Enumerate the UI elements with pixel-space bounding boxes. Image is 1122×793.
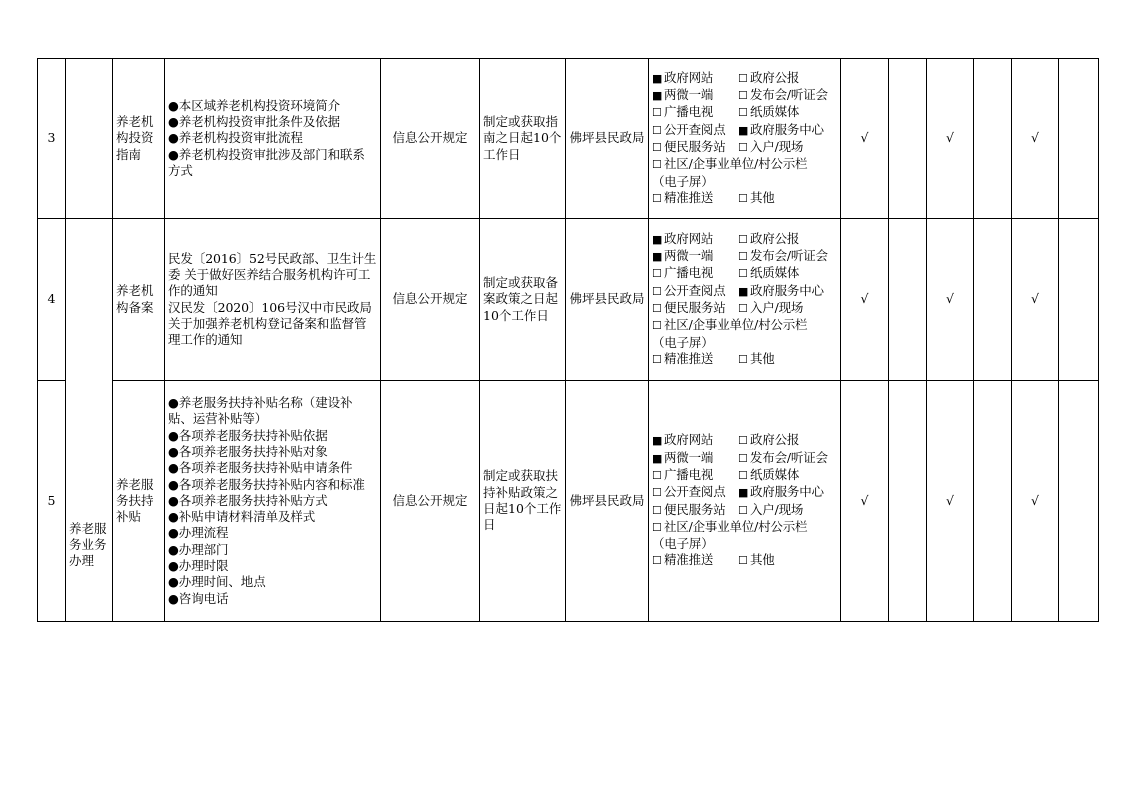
- channel-community: ☐ 社区/企事业单位/村公示栏: [652, 317, 837, 334]
- content-line: 民发〔2016〕52号民政部、卫生计生委 关于做好医养结合服务机构许可工作的通知: [168, 250, 377, 299]
- channel-center: ■ 政府服务中心: [738, 122, 837, 139]
- channel-press: ☐ 发布会/听证会: [738, 248, 837, 265]
- item-name: 养老机构投资指南: [113, 59, 165, 219]
- content-line: ●咨询电话: [168, 590, 229, 606]
- channel-screen: （电子屏）: [652, 536, 714, 552]
- checkbox-icon: ☐: [738, 106, 748, 120]
- check-mark: √: [1012, 59, 1059, 219]
- channel-website: ■ 政府网站: [652, 432, 738, 449]
- checkbox-icon: ■: [652, 434, 663, 448]
- basis-cell: 信息公开规定: [381, 381, 480, 622]
- content-line: ●各项养老服务扶持补贴申请条件: [168, 460, 353, 476]
- checkbox-icon: ☐: [738, 503, 748, 517]
- category-cell: [66, 219, 113, 622]
- channel-screen: （电子屏）: [652, 173, 714, 189]
- content-line: ●养老机构投资审批流程: [168, 130, 303, 146]
- subject-cell: 佛坪县民政局: [566, 381, 649, 622]
- checkbox-icon: ■: [738, 486, 749, 500]
- channel-broadcast: ☐ 广播电视: [652, 265, 738, 282]
- checkbox-icon: ☐: [652, 520, 662, 534]
- checkbox-icon: ☐: [652, 123, 662, 137]
- channels-cell: [649, 59, 841, 219]
- channel-other: ☐ 其他: [738, 190, 837, 207]
- channel-station: ☐ 便民服务站: [652, 300, 738, 317]
- checkbox-icon: ☐: [652, 468, 662, 482]
- channel-twomicro: ■ 两微一端: [652, 450, 738, 467]
- checkbox-icon: ☐: [738, 141, 748, 154]
- checkbox-icon: ■: [652, 250, 663, 264]
- empty-cell: [889, 381, 927, 622]
- checkbox-icon: ☐: [652, 486, 662, 500]
- content-line: ●养老服务扶持补贴名称（建设补贴、运营补贴等）: [168, 395, 353, 427]
- channel-other: ☐ 其他: [738, 552, 837, 569]
- table-row: [38, 381, 1099, 622]
- checkbox-icon: ■: [652, 232, 663, 246]
- content-line: ●办理流程: [168, 525, 229, 541]
- channels-cell: [649, 219, 841, 381]
- channel-broadcast: ☐ 广播电视: [652, 467, 738, 484]
- checkbox-icon: ☐: [738, 554, 748, 568]
- channels-cell: [649, 381, 841, 622]
- channel-website: ■ 政府网站: [652, 70, 738, 87]
- content-list: [165, 381, 381, 622]
- content-line: ●养老机构投资审批条件及依据: [168, 114, 341, 130]
- content-line: ●补贴申请材料清单及样式: [168, 509, 316, 525]
- checkbox-icon: ☐: [738, 468, 748, 482]
- checkbox-icon: ■: [652, 71, 663, 85]
- channel-household: ☐ 入户/现场: [738, 300, 837, 317]
- content-line: ●办理部门: [168, 541, 229, 557]
- channel-screen: （电子屏）: [652, 334, 714, 350]
- checkbox-icon: ■: [738, 123, 749, 137]
- checkbox-icon: ☐: [652, 319, 662, 333]
- checkbox-icon: ☐: [652, 302, 662, 315]
- content-line: ●养老机构投资审批涉及部门和联系方式: [168, 146, 365, 178]
- checkbox-icon: ■: [652, 89, 663, 103]
- empty-cell: [1059, 381, 1099, 622]
- checkbox-icon: ☐: [652, 284, 662, 298]
- content-line: ●各项养老服务扶持补贴对象: [168, 443, 328, 459]
- checkbox-icon: ☐: [652, 158, 662, 172]
- checkbox-icon: ☐: [738, 267, 748, 281]
- disclosure-table: [37, 58, 1099, 622]
- subject-cell: 佛坪县民政局: [566, 59, 649, 219]
- category-cell: [66, 59, 113, 219]
- checkbox-icon: ☐: [738, 232, 748, 246]
- check-mark: √: [1012, 219, 1059, 381]
- channel-push: ☐ 精准推送: [652, 552, 738, 569]
- empty-cell: [1059, 59, 1099, 219]
- channel-reading: ☐ 公开查阅点: [652, 283, 738, 300]
- item-name: 养老机构备案: [113, 219, 165, 381]
- channel-twomicro: ■ 两微一端: [652, 248, 738, 265]
- checkbox-icon: ■: [652, 451, 663, 465]
- channel-gazette: ☐ 政府公报: [738, 70, 837, 87]
- table-row: [38, 59, 1099, 219]
- empty-cell: [889, 59, 927, 219]
- check-mark: √: [927, 59, 974, 219]
- channel-station: ☐ 便民服务站: [652, 502, 738, 519]
- content-list: [165, 59, 381, 219]
- empty-cell: [889, 219, 927, 381]
- check-mark: √: [841, 381, 889, 622]
- checkbox-icon: ☐: [652, 141, 662, 154]
- check-mark: √: [841, 219, 889, 381]
- channel-gazette: ☐ 政府公报: [738, 432, 837, 449]
- content-line: ●本区域养老机构投资环境简介: [168, 97, 341, 113]
- check-mark: √: [841, 59, 889, 219]
- row-number: 4: [38, 219, 66, 381]
- channel-paper: ☐ 纸质媒体: [738, 104, 837, 121]
- channel-press: ☐ 发布会/听证会: [738, 450, 837, 467]
- content-line: ●办理时间、地点: [168, 574, 266, 590]
- content-line: ●办理时限: [168, 558, 229, 574]
- checkbox-icon: ☐: [738, 451, 748, 465]
- check-mark: √: [1012, 381, 1059, 622]
- checkbox-icon: ☐: [738, 71, 748, 85]
- channel-press: ☐ 发布会/听证会: [738, 87, 837, 104]
- channel-paper: ☐ 纸质媒体: [738, 265, 837, 282]
- table-row: [38, 219, 1099, 381]
- channel-reading: ☐ 公开查阅点: [652, 122, 738, 139]
- checkbox-icon: ☐: [738, 89, 748, 103]
- check-mark: √: [927, 219, 974, 381]
- basis-cell: 信息公开规定: [381, 59, 480, 219]
- row-number: 3: [38, 59, 66, 219]
- channel-station: ☐ 便民服务站: [652, 139, 738, 156]
- checkbox-icon: ☐: [738, 250, 748, 264]
- checkbox-icon: ☐: [652, 267, 662, 281]
- checkbox-icon: ☐: [652, 191, 662, 205]
- item-name: 养老服务扶持补贴: [113, 381, 165, 622]
- checkbox-icon: ☐: [738, 302, 748, 315]
- basis-cell: 信息公开规定: [381, 219, 480, 381]
- checkbox-icon: ☐: [652, 503, 662, 517]
- channel-twomicro: ■ 两微一端: [652, 87, 738, 104]
- channel-gazette: ☐ 政府公报: [738, 231, 837, 248]
- check-mark: √: [927, 381, 974, 622]
- channel-other: ☐ 其他: [738, 351, 837, 368]
- content-list: [165, 219, 381, 381]
- channel-community: ☐ 社区/企事业单位/村公示栏: [652, 156, 837, 173]
- channel-push: ☐ 精准推送: [652, 190, 738, 207]
- timing-cell: 制定或获取备案政策之日起10个工作日: [480, 219, 566, 381]
- checkbox-icon: ☐: [652, 554, 662, 568]
- subject-cell: 佛坪县民政局: [566, 219, 649, 381]
- checkbox-icon: ☐: [738, 434, 748, 448]
- content-line: ●各项养老服务扶持补贴方式: [168, 492, 328, 508]
- timing-cell: 制定或获取扶持补贴政策之日起10个工作日: [480, 381, 566, 622]
- channel-household: ☐ 入户/现场: [738, 139, 837, 156]
- content-line: ●各项养老服务扶持补贴依据: [168, 427, 328, 443]
- checkbox-icon: ☐: [652, 352, 662, 366]
- category-label: 养老服务业务办理: [69, 520, 107, 569]
- channel-center: ■ 政府服务中心: [738, 484, 837, 501]
- empty-cell: [974, 59, 1012, 219]
- channel-paper: ☐ 纸质媒体: [738, 467, 837, 484]
- channel-household: ☐ 入户/现场: [738, 502, 837, 519]
- channel-center: ■ 政府服务中心: [738, 283, 837, 300]
- channel-push: ☐ 精准推送: [652, 351, 738, 368]
- empty-cell: [1059, 219, 1099, 381]
- channel-broadcast: ☐ 广播电视: [652, 104, 738, 121]
- channel-website: ■ 政府网站: [652, 231, 738, 248]
- content-line: 汉民发〔2020〕106号汉中市民政局关于加强养老机构登记备案和监督管理工作的通知: [168, 299, 372, 348]
- checkbox-icon: ☐: [738, 352, 748, 366]
- checkbox-icon: ☐: [652, 106, 662, 120]
- channel-reading: ☐ 公开查阅点: [652, 484, 738, 501]
- empty-cell: [974, 381, 1012, 622]
- empty-cell: [974, 219, 1012, 381]
- checkbox-icon: ■: [738, 284, 749, 298]
- row-number: 5: [38, 381, 66, 622]
- timing-cell: 制定或获取指南之日起10个工作日: [480, 59, 566, 219]
- checkbox-icon: ☐: [738, 191, 748, 205]
- content-line: ●各项养老服务扶持补贴内容和标准: [168, 476, 365, 492]
- channel-community: ☐ 社区/企事业单位/村公示栏: [652, 519, 837, 536]
